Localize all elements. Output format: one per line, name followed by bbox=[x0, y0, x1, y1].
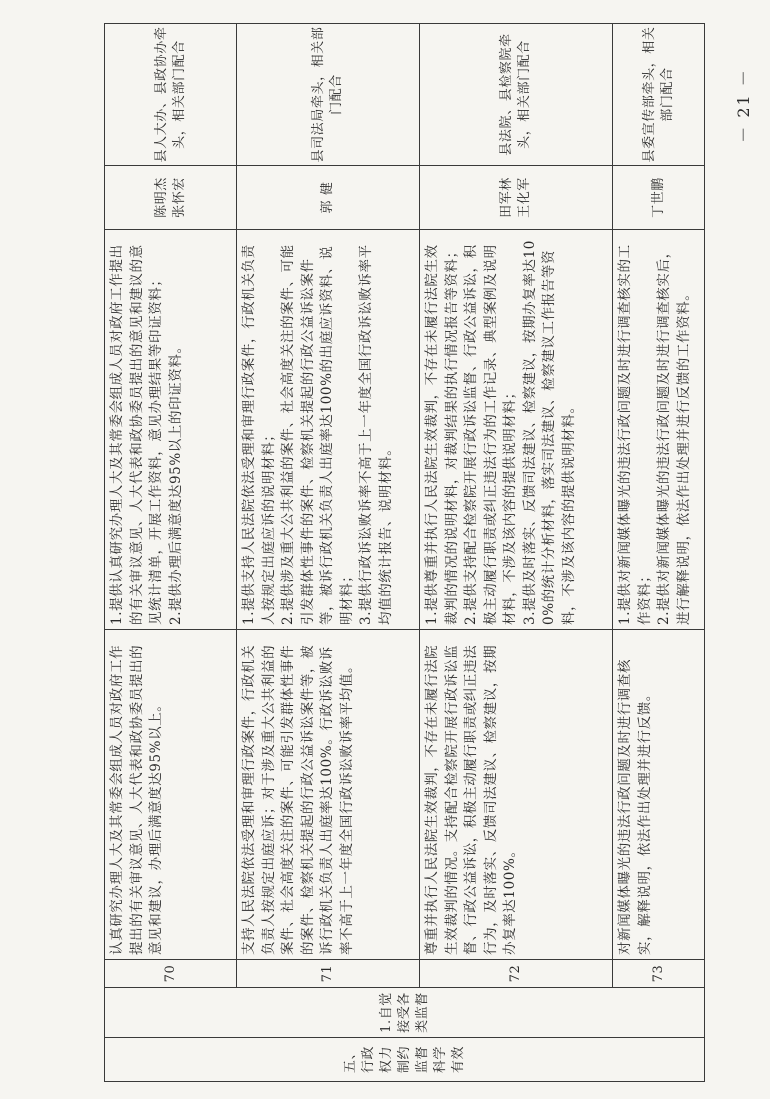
task-content: 尊重并执行人民法院生效裁判，不存在未履行法院生效裁判的情况。支持配合检察院开展行政诉讼监督、行政公益诉讼，积极主动履行职责或纠正违法行为，及时落实、反馈司法建议、检察建议，按期办复率达100%。 bbox=[420, 630, 613, 960]
material-item: 3.提供及时落实、反馈司法建议、检察建议，按期办复率达100%的统计分析材料，落实司法建议、检察建议工作报告等资料，不涉及该内容的提供说明材料。 bbox=[521, 240, 577, 625]
material-item: 2.提供支持配合检察院开展行政诉讼监督、行政公益诉讼，积极主动履行职责或纠正违法行为的工作记录、典型案例及说明材料，不涉及该内容的提供说明材料； bbox=[463, 244, 518, 625]
row-number: 71 bbox=[237, 960, 420, 988]
responsible-leader: 丁世鹏 bbox=[613, 166, 705, 230]
responsible-unit: 县人大办、县政协办牵头，相关部门配合 bbox=[105, 24, 237, 166]
material-item: 2.提供对新闻媒体曝光的违法行政问题及时进行调查核实后，进行解释说明，依法作出处理并进行反馈的工作资料。 bbox=[656, 244, 692, 625]
responsible-leader: 郭 健 bbox=[237, 166, 420, 230]
responsible-unit: 县法院、县检察院牵头，相关部门配合 bbox=[420, 24, 613, 166]
page-number: － 21 － bbox=[733, 67, 753, 143]
task-content: 认真研究办理人大及其常委会组成人员对政府工作提出的有关审议意见、人大代表和政协委员提出的意见和建议，办理后满意度达95%以上。 bbox=[105, 630, 237, 960]
table-row bbox=[237, 24, 420, 1082]
responsible-unit: 县委宣传部牵头，相关部门配合 bbox=[613, 24, 705, 166]
rotated-table-wrapper bbox=[104, 24, 704, 1082]
evidence-materials bbox=[105, 230, 237, 630]
evidence-materials bbox=[613, 230, 705, 630]
task-content: 对新闻媒体曝光的违法行政问题及时进行调查核实，解释说明，依法作出处理并进行反馈。 bbox=[613, 630, 705, 960]
row-number: 70 bbox=[105, 960, 237, 988]
category-level1: 五、行政权力制约监督科学有效 bbox=[105, 1038, 705, 1082]
table-row bbox=[613, 24, 705, 1082]
table-row bbox=[420, 24, 613, 1082]
task-content: 支持人民法院依法受理和审理行政案件，行政机关负责人按规定出庭应诉；对于涉及重大公共利益的案件、社会高度关注的案件、可能引发群体性事件的案件、检察机关提起的行政公益诉讼案件等，被诉行政机关负责人出庭率达100%。行政诉讼败诉率不高于上一年度全国行政诉讼败诉率平均值。 bbox=[237, 630, 420, 960]
material-item: 3.提供行政诉讼败诉率不高于上一年度全国行政诉讼败诉率平均值的统计报告、说明材料。 bbox=[358, 244, 394, 625]
evidence-materials bbox=[420, 230, 613, 630]
table-row bbox=[105, 24, 237, 1082]
category-level2: 1.自觉接受各类监督 bbox=[105, 988, 705, 1038]
material-item: 1.提供支持人民法院依法受理和审理行政案件，行政机关负责人按规定出庭应诉的说明材料； bbox=[241, 244, 277, 625]
task-table bbox=[104, 23, 705, 1082]
row-number: 72 bbox=[420, 960, 613, 988]
material-item: 1.提供对新闻媒体曝光的违法行政问题及时进行调查核实的工作资料； bbox=[617, 244, 653, 625]
responsible-leader: 陈明杰 张怀宏 bbox=[105, 166, 237, 230]
material-item: 1.提供认真研究办理人大及其常委会组成人员对政府工作提出的有关审议意见、人大代表和政协委员提出的意见和建议的意见统计清单，开展工作资料，意见办理结果等印证资料； bbox=[109, 244, 164, 625]
material-item: 2.提供办理后满意度达95%以上的印证资料。 bbox=[167, 339, 184, 625]
material-item: 2.提供涉及重大公共利益的案件、社会高度关注的案件、可能引发群体性事件的案件、检察机关提起的行政公益诉讼案件等，被诉行政机关负责人出庭率达100%的出庭应诉资料、说明材料； bbox=[280, 244, 355, 625]
evidence-materials bbox=[237, 230, 420, 630]
material-item: 1.提供尊重并执行人民法院生效裁判，不存在未履行法院生效裁判的情况的说明材料，对裁判结果的执行情况报告等资料； bbox=[424, 244, 460, 625]
responsible-leader: 田军林 王化军 bbox=[420, 166, 613, 230]
row-number: 73 bbox=[613, 960, 705, 988]
responsible-unit: 县司法局牵头，相关部门配合 bbox=[237, 24, 420, 166]
